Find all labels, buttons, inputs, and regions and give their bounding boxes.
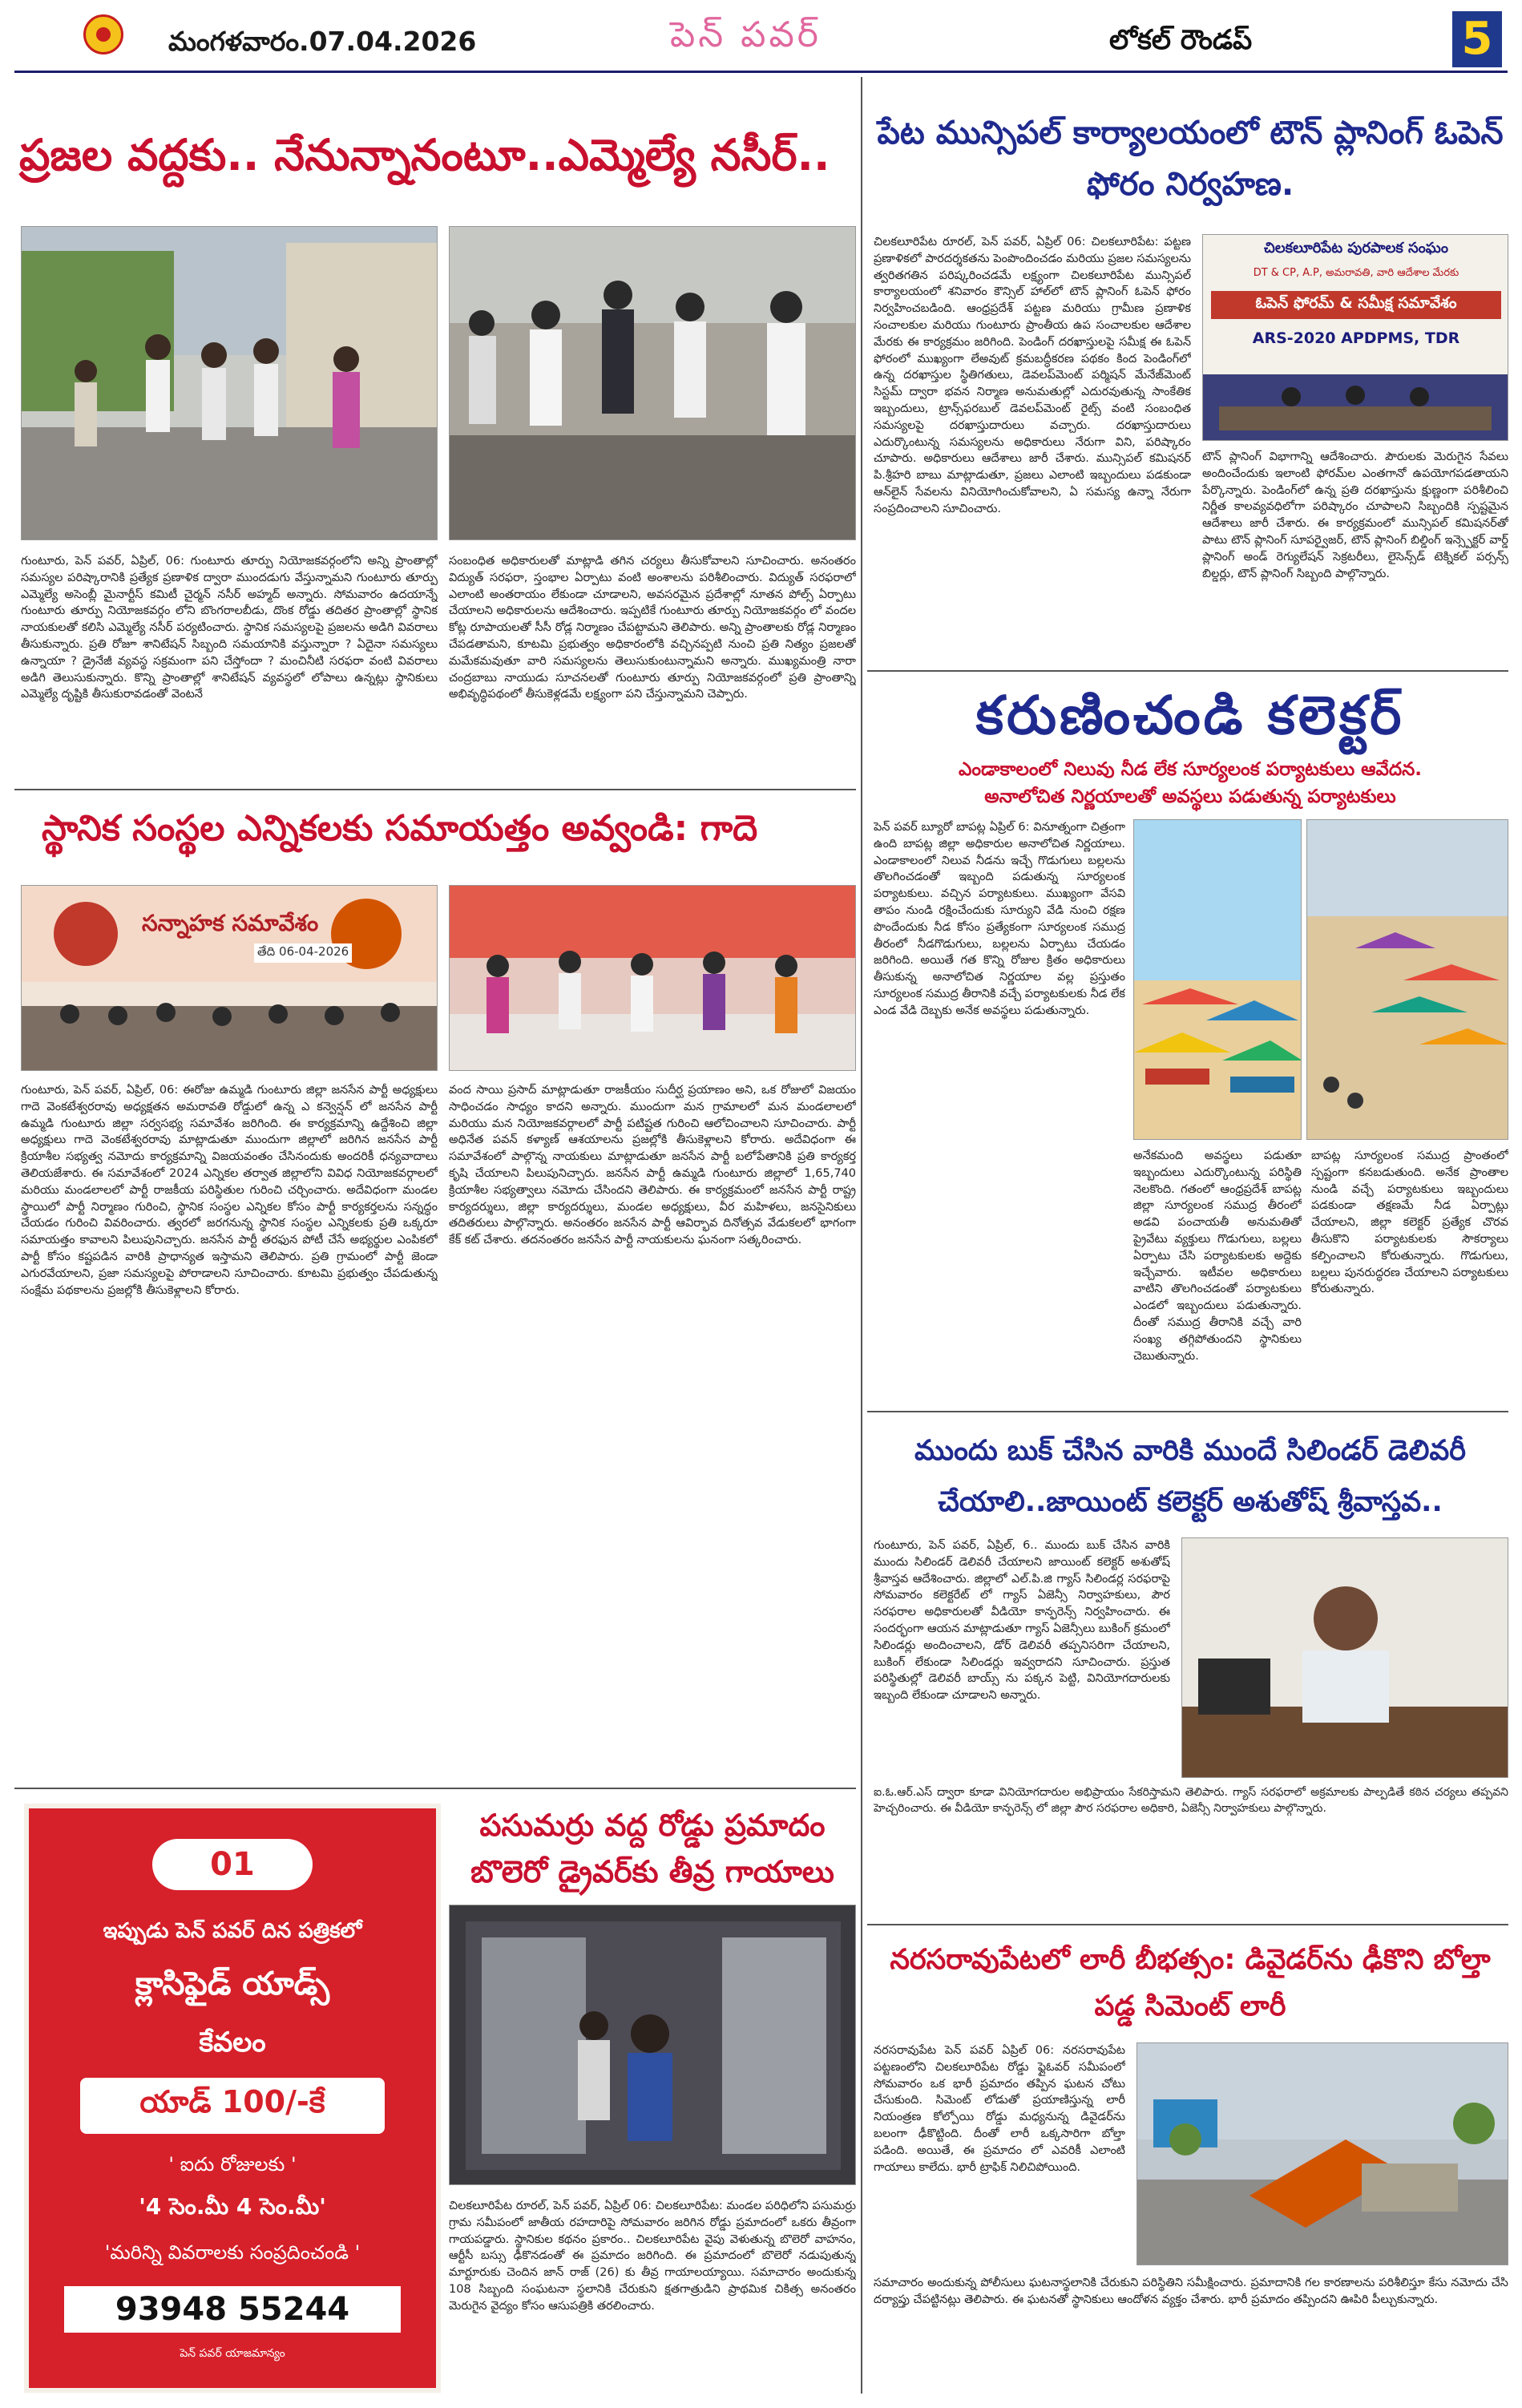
collector-body-left: పెన్ పవర్ బ్యూరో బాపట్ల ఏప్రిల్ 6: వినూత్నంగా చిత్రంగా ఉంది బాపట్ల జిల్లా అధికారుల అనాలోచిత నిర్ణయాలు. ఎండాకాలంలో నిలువ నీడను ఇచ్చే గొడుగులు బల్లలను తొలగించడంతో ఇబ్బంది పడుతున్న సూర్యలంక పర్యాటకులు. వచ్చిన పర్యాటకులు. ముఖ్యంగా వేసవి తాపం నుండి రక్షించేందుకు సూర్యుని వేడి నుంచి రక్షణ పొందేందుకు నీడ కోసం ప్రత్యేకంగా సూర్యలంక సముద్ర తీరంలో నీడగొడుగులు, బల్లలను ఏర్పాటు చేయడం జరిగింది. అయితే గత కొన్ని రోజుల క్రితం అధికారులు తీసుకున్న అనాలోచిత నిర్ణయాల వల్ల ప్రస్తుతం సూర్యలంక సముద్ర తీరానికి వచ్చే పర్యాటకులకు నీడ లేక ఎండ వేడి దెబ్బకు అనేక అవస్థలు పడుతున్నారు. bbox=[874, 821, 1125, 1017]
lorry-photo bbox=[1136, 2042, 1508, 2265]
divider bbox=[14, 1788, 856, 1789]
cylinder-caption: ఐ.ఓ.ఆర్.ఎస్ ద్వారా కూడా వినియోగదారుల అభిప్రాయం సేకరిస్తామని తెలిపారు. గ్యాస్ సరఫరాలో అక్రమాలకు పాల్పడితే కఠిన చర్యలు తప్పవని హెచ్చరించారు. ఈ వీడియో కాన్ఫరెన్స్ లో జిల్లా పౌర సరఫరాల అధికారి, ఏజెన్సీ నిర్వాహకులు పాల్గొన్నారు. bbox=[874, 1786, 1508, 1815]
town-planning-headline: పేట మున్సిపల్ కార్యాలయంలో టౌన్ ప్లానింగ్ ఓపెన్ ఫోరం నిర్వహణ. bbox=[877, 115, 1504, 203]
elections-photo-date: తేది 06-04-2026 bbox=[254, 943, 352, 963]
paper-name: పెన్ పవర్ bbox=[670, 14, 822, 55]
elections-photo-banner: సన్నాహక సమావేశం bbox=[142, 910, 319, 936]
collector-body-mid: అనేకమంది అవస్థలు పడుతూ ఇబ్బందులు ఎదుర్కొంటున్న పరిస్థితి నెలకొంది. గతంలో ఆంధ్రప్రదేశ్ బాపట్ల జిల్లా సూర్యలంక సముద్ర తీరంలో అడవి పంచాయతీ అనుమతితో ప్రైవేటు వ్యక్తులు గొడుగులు, బల్లలు ఏర్పాటు చేసి పర్యాటకులకు అద్దెకు ఇచ్చేవారు. ఇటీవల అధికారులు వాటిని తొలగించడంతో పర్యాటకులు ఎండలో ఇబ్బందులు పడుతున్నారు. దీంతో సముద్ర తీరానికి వచ్చే వారి సంఖ్య తగ్గిపోతుందని స్థానికులు చెబుతున్నారు. bbox=[1133, 1149, 1302, 1363]
mla-photo-right bbox=[449, 226, 856, 540]
mla-photo-left bbox=[21, 226, 438, 540]
lorry-body-right: సమాచారం అందుకున్న పోలీసులు ఘటనాస్థలానికి చేరుకుని పరిస్థితిని సమీక్షించారు. ప్రమాదానికి గల కారణాలను పరిశీలిస్తూ కేసు నమోదు చేసి దర్యాప్తు చేపట్టినట్లు తెలిపారు. ఈ ఘటనతో స్థానికులు ఆందోళన వ్యక్తం చేశారు. భారీ ప్రమాదం తప్పిందని ఊపిరి పీల్చుకున్నారు. bbox=[874, 2277, 1508, 2306]
town-planning-body-left: చిలకలూరిపేట రూరల్, పెన్ పవర్, ఏప్రిల్ 06: చిలకలూరిపేట: పట్టణ ప్రణాళికలో పారదర్శకతను పెంపొందించడం మరియు ప్రజల సమస్యలను త్వరితగతిన పరిష్కరించడమే లక్ష్యంగా చిలకలూరిపేట మున్సిపల్ కార్యాలయంలో శనివారం కౌన్సిల్ హాల్‌లో టౌన్ ప్లానింగ్ ఓపెన్ ఫోరం నిర్వహించబడింది. ఆంధ్రప్రదేశ్ పట్టణ మరియు గ్రామీణ ప్రణాళిక సంచాలకుల మరియు గుంటూరు ప్రాంతీయ ఉప సంచాలకుల ఆదేశాల మేరకు ఈ కార్యక్రమం జరిగింది. పెండింగ్ దరఖాస్తులపై సమీక్ష ఈ ఓపెన్ ఫోరంలో ముఖ్యంగా లేఅవుట్ క్రమబద్ధీకరణ పథకం కింద పెండింగ్‌లో ఉన్న దరఖాస్తుల స్థితిగతులు, డెవలప్‌మెంట్ పర్మిషన్ మేనేజ్‌మెంట్ సిస్టమ్ ద్వారా భవన నిర్మాణ అనుమతుల్లో ఎదురవుతున్న సాంకేతిక ఇబ్బందులు, ట్రాన్స్‌ఫరబుల్ డెవలప్‌మెంట్ రైట్స్ వంటి సంబంధిత సమస్యలపై దరఖాస్తుదారులు వచ్చారు. దరఖాస్తుదారులు ఎదుర్కొంటున్న సమస్యలను అధికారులు నేరుగా విని, పరిష్కారం చూపారు. అధికారులు ఆదేశాలు జారీ చేశారు. మున్సిపల్ కమిషనర్ పి.శ్రీహరి బాబు మాట్లాడుతూ, ప్రజలు ఎలాంటి ఇబ్బందులు పడకుండా ఆన్‌లైన్ సేవలను వినియోగించుకోవాలని, ఏ సమస్య ఉన్నా నేరుగా సంప్రదించాలని సూచించారు. bbox=[874, 236, 1191, 515]
elections-headline: స్థానిక సంస్థల ఎన్నికలకు సమాయత్తం అవ్వండి: గాదె bbox=[42, 808, 758, 849]
mla-body-col1: గుంటూరు, పెన్ పవర్, ఏప్రిల్, 06: గుంటూరు తూర్పు నియోజకవర్గంలోని అన్ని ప్రాంతాల్లో సమస్యల పరిష్కారానికి ప్రత్యేక ప్రణాళిక ద్వారా ముందడుగు వేస్తున్నామని గుంటూరు తూర్పు ఎమ్మెల్యే అసెంబ్లీ మైనార్టీస్ కమిటీ చైర్మన్ నసీర్ అహ్మద్ అన్నారు. సోమవారం ఉదయాన్నే గుంటూరు తూర్పు నియోజకవర్గం లోని బొంగరాలబీడు, దొంక రోడ్డు తదితర ప్రాంతాల్లో స్థానిక నాయకులతో కలిసి ఎమ్మెల్యే నసీర్ పర్యటించారు. స్థానిక సమస్యలపై ప్రజలను అడిగి వివరాలు తీసుకున్నారు. ప్రతి రోజూ శానిటేషన్ సిబ్బంది సమయానికి వస్తున్నారా ? ఏదైనా సమస్యలు ఉన్నాయా ? డ్రైనేజీ వ్యవస్థ సక్రమంగా పని చేస్తోందా ? మంచినీటి సరఫరా వంటి వివరాలు అడిగి తెలుసుకున్నారు. కొన్ని ప్రాంతాల్లో శానిటేషన్ వ్యవస్థలో లోపాలు ఉన్నట్లు స్థానికులు ఎమ్మెల్యే దృష్టికి తీసుకురావడంతో వెంటనే bbox=[21, 555, 438, 701]
main-column-divider bbox=[861, 77, 862, 2394]
elections-photo-left bbox=[21, 885, 438, 1071]
tp-banner-line3: ఓపెన్ ఫోరమ్ & సమీక్ష సమావేశం bbox=[1211, 291, 1501, 319]
ad-line6: '4 సెం.మీ 4 సెం.మీ' bbox=[139, 2193, 326, 2220]
divider bbox=[867, 1924, 1508, 1925]
divider bbox=[14, 789, 856, 790]
ad-number: 01 bbox=[152, 1839, 313, 1890]
ad-phone: 93948 55244 bbox=[64, 2286, 401, 2333]
section-title: లోకల్ రౌండప్ bbox=[1109, 24, 1253, 56]
ad-footer: పెన్ పవర్ యాజమాన్యం bbox=[180, 2347, 285, 2360]
divider bbox=[867, 670, 1508, 672]
collector-headline: కరుణించండి కలెక్టర్ bbox=[975, 685, 1405, 746]
paper-logo bbox=[83, 14, 123, 55]
ad-line2: క్లాసిఫైడ్ యాడ్స్ bbox=[135, 1966, 330, 2002]
ad-line1: ఇప్పుడు పెన్ పవర్ దిన పత్రికలో bbox=[103, 1919, 362, 1943]
ad-line7: 'మరిన్ని వివరాలకు సంప్రదించండి ' bbox=[104, 2241, 361, 2264]
beach-photo-left bbox=[1133, 819, 1302, 1140]
divider bbox=[867, 1411, 1508, 1412]
tp-banner-title: చిలకలూరిపేట పురపాలక సంఘం bbox=[1264, 240, 1448, 257]
accident-headline-line2: బొలెరో డ్రైవర్‌కు తీవ్ర గాయాలు bbox=[470, 1854, 834, 1889]
issue-date: మంగళవారం.07.04.2026 bbox=[168, 26, 477, 57]
classified-ad bbox=[24, 1804, 441, 2393]
cylinder-body: గుంటూరు, పెన్ పవర్, ఏప్రిల్, 6.. ముందు బుక్ చేసిన వారికి ముందు సిలిండర్ డెలివరీ చేయాలని జాయింట్ కలెక్టర్ అశుతోష్ శ్రీవాస్తవ ఆదేశించారు. జిల్లాలో ఎల్.పి.జి గ్యాస్ సిలిండర్ల సరఫరాపై సోమవారం కలెక్టరేట్ లో గ్యాస్ ఏజెన్సీ నిర్వాహకులు, పౌర సరఫరాల అధికారులతో వీడియో కాన్ఫరెన్స్ నిర్వహించారు. ఈ సందర్భంగా ఆయన మాట్లాడుతూ గ్యాస్ ఏజెన్సీలు బుకింగ్ క్రమంలో సిలిండర్లు అందించాలని, డోర్ డెలివరీ తప్పనిసరిగా చేయాలని, బుకింగ్ లేకుండా సిలిండర్లు ఇవ్వరాదని సూచించారు. ప్రస్తుత పరిస్థితుల్లో డెలివరీ బాయ్స్ ను పక్కన పెట్టి, వినియోగదారులకు ఇబ్బంది లేకుండా చూడాలని అన్నారు. bbox=[874, 1539, 1170, 1703]
page-number: 5 bbox=[1452, 11, 1502, 67]
collector-subheadline-2: అనాలోచిత నిర్ణయాలతో అవస్థలు పడుతున్న పర్యాటకులు bbox=[984, 786, 1396, 807]
tp-banner-line4: ARS-2020 APDPMS, TDR bbox=[1252, 329, 1460, 347]
collector-photo bbox=[1181, 1537, 1508, 1778]
tp-banner-line2: DT & CP, A.P, అమరావతి, వారి ఆదేశాల మేరకు bbox=[1253, 267, 1459, 279]
masthead-rule bbox=[14, 71, 1508, 73]
elections-photo-right bbox=[449, 885, 856, 1071]
accident-body: చిలకలూరిపేట రూరల్, పెన్ పవర్, ఏప్రిల్ 06: చిలకలూరిపేట: మండల పరిధిలోని పసుమర్రు గ్రామ సమీపంలో జాతీయ రహదారిపై సోమవారం జరిగిన రోడ్డు ప్రమాదంలో ఒకరు తీవ్రంగా గాయపడ్డారు. స్థానికుల కథనం ప్రకారం.. చిలకలూరిపేట వైపు వెళుతున్న బొలెరో వాహనం, ఆర్టీసీ బస్సు ఢీకొనడంతో ఈ ప్రమాదం జరిగింది. ఈ ప్రమాదంలో బొలెరో నడుపుతున్న మార్టూరుకు చెందిన జాన్ రాజ్ (26) కు తీవ్ర గాయాలయ్యాయి. సమాచారం అందుకున్న 108 సిబ్బంది సంఘటనా స్థలానికి చేరుకుని క్షతగాత్రుడిని ప్రాథమిక చికిత్స అనంతరం మెరుగైన వైద్యం కోసం ఆసుపత్రికి తరలించారు. bbox=[449, 2200, 856, 2313]
town-planning-photo bbox=[1202, 234, 1508, 441]
ad-line5: ' ఐదు రోజులకు ' bbox=[168, 2153, 297, 2176]
town-planning-body-right: టౌన్ ప్లానింగ్ విభాగాన్ని ఆదేశించారు. పౌరులకు మెరుగైన సేవలు అందించేందుకు ఇలాంటి ఫోరమ్‌ల ఎంతగానో ఉపయోగపడతాయని పేర్కొన్నారు. పెండింగ్‌లో ఉన్న ప్రతి దరఖాస్తును క్షుణ్ణంగా పరిశీలించి నిర్ణీత కాలవ్యవధిలోగా పరిష్కారం చూపాలని సిబ్బందికి స్పష్టమైన ఆదేశాలు జారీ చేశారు. ఈ కార్యక్రమంలో మున్సిపల్ కమిషనర్‌తో పాటు టౌన్ ప్లానింగ్ సూపర్వైజర్, టౌన్ ప్లానింగ్ బిల్డింగ్ ఇన్స్పెక్టర్ వార్డ్ ప్లానింగ్ అండ్ రెగ్యులేషన్ సెక్రటరీలు, లైసెన్స్‌డ్ టెక్నికల్ పర్సన్స్ బిల్డర్లు, టౌన్ ప్లానింగ్ సిబ్బంది పాల్గొన్నారు. bbox=[1202, 450, 1508, 580]
beach-photo-right bbox=[1306, 819, 1508, 1140]
collector-subheadline-1: ఎండాకాలంలో నిలువు నీడ లేక సూర్యలంక పర్యాటకులు ఆవేదన. bbox=[958, 759, 1422, 780]
accident-headline-line1: పసుమర్రు వద్ద రోడ్డు ప్రమాదం bbox=[479, 1808, 826, 1843]
lorry-body-left: నరసరావుపేట పెన్ పవర్ ఏప్రిల్ 06: నరసరావుపేట పట్టణంలోని చిలకలూరిపేట రోడ్డు ఫ్లైఓవర్ సమీపంలో సోమవారం ఒక భారీ ప్రమాదం తప్పిన ఘటన చోటు చేసుకుంది. సిమెంట్ లోడుతో ప్రయాణిస్తున్న లారీ నియంత్రణ కోల్పోయి రోడ్డు మధ్యనున్న డివైడర్‌ను బలంగా ఢీకొట్టింది. దీంతో లారీ ఒక్కసారిగా బోల్తా పడింది. అయితే, ఈ ప్రమాదం లో ఎవరికీ ఎలాంటి గాయాలు కాలేదు. భారీ ట్రాఫిక్ నిలిచిపోయింది. bbox=[874, 2044, 1125, 2174]
collector-body-right: బాపట్ల సూర్యలంక సముద్ర ప్రాంతంలో స్పష్టంగా కనబడుతుంది. అనేక ప్రాంతాల నుండి వచ్చే పర్యాటకులు ఇబ్బందులు పడకుండా తక్షణమే నీడ ఏర్పాట్లు చేయాలని, జిల్లా కలెక్టర్ ప్రత్యేక చొరవ తీసుకొని పర్యాటకులకు సౌకర్యాలు కల్పించాలని కోరుతున్నారు. గొడుగులు, బల్లలు పునరుద్ధరణ చేయాలని పర్యాటకులు కోరుతున్నారు. bbox=[1311, 1149, 1508, 1296]
elections-body-col2: వంద సాయి ప్రసాద్ మాట్లాడుతూ రాజకీయం సుదీర్ఘ ప్రయాణం అని, ఒక రోజులో విజయం సాధించడం సాధ్యం కాదని అన్నారు. ముందుగా మన గ్రామాలలో మన మండలాలలో మరియు మన నియోజకవర్గాలలో పార్టీ పటిష్టత గురించి ఆలోచించాలని సూచించారు. పార్టీ అధినేత పవన్ కళ్యాణ్ ఆశయాలను ప్రజల్లోకి తీసుకెళ్లాలని కోరారు. అదేవిధంగా ఈ సమావేశంలో పాల్గొన్న నాయకులు మాట్లాడుతూ జనసేన పార్టీ బలోపేతానికి ప్రతి కార్యకర్త కృషి చేయాలని పిలుపునిచ్చారు. జనసేన పార్టీ ఉమ్మడి గుంటూరు జిల్లాలో 1,65,740 క్రియాశీల సభ్యత్వాలు నమోదు చేసిందని తెలిపారు. ఈ కార్యక్రమంలో జనసేన పార్టీ రాష్ట్ర కార్యదర్శులు, జిల్లా కార్యదర్శులు, మండల అధ్యక్షులు, వీర మహిళలు, జనసైనికులు తదితరులు పాల్గొన్నారు. అనంతరం జనసేన పార్టీ ఆవిర్భావ దినోత్సవ వేడుకలలో భాగంగా కేక్ కట్ చేశారు. తదనంతరం జనసేన పార్టీ నాయకులను ఘనంగా సత్కరించారు. bbox=[449, 1084, 856, 1247]
mla-headline: ప్రజల వద్దకు.. నేనున్నానంటూ..ఎమ్మెల్యే నసీర్.. bbox=[19, 130, 830, 180]
elections-body-col1: గుంటూరు, పెన్ పవర్, ఏప్రిల్, 06: ఈరోజు ఉమ్మడి గుంటూరు జిల్లా జనసేన పార్టీ అధ్యక్షులు గాదె వెంకటేశ్వరరావు అధ్యక్షతన అమరావతి రోడ్డులో ఉన్న ఎ కన్వెన్షన్ లో జనసేన పార్టీ ఉమ్మడి గుంటూరు జిల్లా సర్వసభ్య సమావేశం జరిగింది. ఈ కార్యక్రమాన్ని ఉద్దేశించి జిల్లా అధ్యక్షులు గాదె వెంకటేశ్వరరావు మాట్లాడుతూ ముందుగా జిల్లాలో జరిగిన జనసేన పార్టీ క్రియాశీల సభ్యత్వ నమోదు కార్యక్రమాన్ని విజయవంతం చేసినందుకు అందరికీ ధన్యవాదాలు తెలియజేశారు. ఈ సమావేశంలో 2024 ఎన్నికల తర్వాత జిల్లాలోని వివిధ నియోజకవర్గాలలో మరియు మండలాలలో పార్టీ రాజకీయ పరిస్థితుల గురించి చర్చించారు. అదేవిధంగా మండల స్థాయిలో పార్టీ నిర్మాణం గురించి, స్థానిక సంస్థల ఎన్నికల కోసం పార్టీ కార్యకర్తలను సన్నద్ధం చేయడం గురించి వివరించారు. త్వరలో జరగనున్న స్థానిక సంస్థల ఎన్నికలకు ప్రతి ఒక్కరూ సమాయత్తం కావాలని పిలుపునిచ్చారు. జనసేన పార్టీ తరఫున పోటీ చేసే అభ్యర్థుల ఎంపికలో పార్టీ కోసం కష్టపడిన వారికి ప్రాధాన్యత ఇస్తామని తెలిపారు. ప్రతి గ్రామంలో పార్టీ జెండా ఎగురవేయాలని, ప్రజా సమస్యలపై పోరాడాలని సూచించారు. కూటమి ప్రభుత్వం చేపడుతున్న సంక్షేమ పథకాలను ప్రజల్లోకి తీసుకెళ్లాలని కోరారు. bbox=[21, 1084, 438, 1297]
accident-photo bbox=[449, 1905, 856, 2185]
ad-line3: కేవలం bbox=[199, 2026, 266, 2059]
cylinder-headline: ముందు బుక్ చేసిన వారికి ముందే సిలిండర్ డెలివరీ చేయాలి..జాయింట్ కలెక్టర్ అశుతోష్ శ్రీవాస్తవ.. bbox=[914, 1435, 1467, 1518]
mla-body-col2: సంబంధిత అధికారులతో మాట్లాడి తగిన చర్యలు తీసుకోవాలని సూచించారు. అనంతరం విద్యుత్ సరఫరా, స్తంభాల ఏర్పాటు వంటి అంశాలను పరిశీలించారు. విద్యుత్ సరఫరాలో ఎలాంటి అంతరాయం లేకుండా చూడాలని, అవసరమైన ప్రదేశాల్లో నూతన పోల్స్ ఏర్పాటు చేయాలని అధికారులను ఆదేశించారు. ఇప్పటికే గుంటూరు తూర్పు నియోజకవర్గం లో వందల కోట్ల రూపాయలతో సీసీ రోడ్ల నిర్మాణం చేపట్టామని తెలిపారు. అన్ని ప్రాంతాలకు రోడ్ల నిర్మాణం చేపడతామని, కూటమి ప్రభుత్వం అధికారంలోకి వచ్చినప్పటి నుంచి ప్రతి నిత్యం ప్రజలతో మమేకమవుతూ వారి సమస్యలను తెలుసుకుంటున్నామని అన్నారు. ముఖ్యమంత్రి నారా చంద్రబాబు నాయుడు సూచనలతో గుంటూరు తూర్పు నియోజకవర్గంలో ప్రతి ప్రాంతాన్ని అభివృద్ధిపథంలో తీసుకెళ్లడమే లక్ష్యంగా పని చేస్తున్నామని చెప్పారు. bbox=[449, 555, 856, 701]
lorry-headline: నరసరావుపేటలో లారీ బీభత్సం: డివైడర్‌ను ఢీకొని బోల్తా పడ్డ సిమెంట్ లారీ bbox=[890, 1944, 1491, 2022]
ad-line4: యాడ్ 100/-కే bbox=[80, 2078, 385, 2134]
